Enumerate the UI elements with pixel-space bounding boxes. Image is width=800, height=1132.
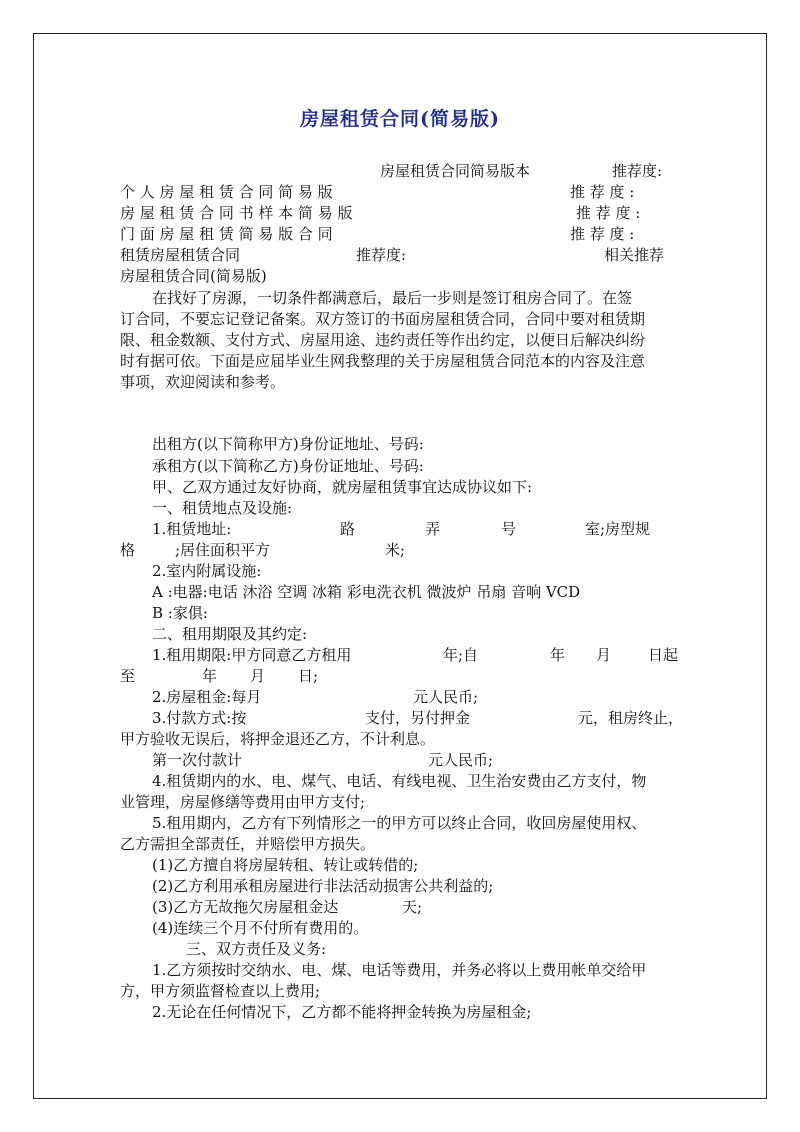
header-line-6[interactable]: 房屋租赁合同(简易版): [120, 267, 267, 285]
first-payment-b: 元人民币;: [428, 751, 494, 769]
header-line-2-left[interactable]: 个 人 房 屋 租 赁 合 同 简 易 版: [120, 183, 333, 201]
s1-item2a: A :电器:电话 沐浴 空调 冰箱 彩电洗衣机 微波炉 吊扇 音响 VCD: [152, 583, 581, 601]
header-line-4-left[interactable]: 门 面 房 屋 租 赁 简 易 版 合 同: [120, 225, 333, 243]
s1-item1-line2-c: 米;: [385, 541, 406, 559]
document-title: 房屋租赁合同(简易版): [300, 108, 500, 130]
header-line-2-right: 推 荐 度 :: [570, 183, 635, 201]
header-line-1-right: 推荐度:: [612, 162, 663, 180]
header-line-4-right: 推 荐 度 :: [570, 225, 635, 243]
s2-item4-line1: 4.租赁期内的水、电、煤气、电话、有线电视、卫生治安费由乙方支付，物: [152, 772, 647, 790]
case-3a: (3)乙方无故拖欠房屋租金达: [152, 898, 339, 916]
s2-item3-a: 3.付款方式:按: [152, 709, 247, 727]
s1-item1-line2-a: 格: [120, 541, 136, 559]
s2-item1-d: 月: [596, 646, 612, 664]
first-payment-a: 第一次付款计: [152, 751, 243, 769]
agreement-intro: 甲、乙双方通过友好协商，就房屋租赁事宜达成协议如下:: [152, 478, 533, 496]
s2-item3-line2: 甲方验收无误后，将押金退还乙方，不计利息。: [120, 730, 436, 748]
s2-item1-line2-c: 月: [250, 667, 266, 685]
s3-item1-line1: 1.乙方须按时交纳水、电、煤、电话等费用，并务必将以上费用帐单交给甲: [152, 961, 647, 979]
s2-item5-line1: 5.租用期内，乙方有下列情形之一的甲方可以终止合同，收回房屋使用权、: [152, 814, 647, 832]
header-line-3-right: 推 荐 度 :: [576, 204, 641, 222]
s2-item2-a: 2.房屋租金:每月: [152, 688, 262, 706]
s2-item1-line2-a: 至: [120, 667, 136, 685]
header-line-3-left[interactable]: 房 屋 租 赁 合 同 书 样 本 简 易 版: [120, 204, 353, 222]
s2-item1-c: 年: [550, 646, 566, 664]
intro-line-4: 时有据可依。下面是应届毕业生网我整理的关于房屋租赁合同范本的内容及注意: [120, 352, 646, 370]
header-line-5-right: 相关推荐: [604, 246, 665, 264]
case-2: (2)乙方利用承租房屋进行非法活动损害公共利益的;: [152, 877, 494, 895]
s2-item5-line2: 乙方需担全部责任，并赔偿甲方损失。: [120, 835, 376, 853]
section-1-heading: 一、租赁地点及设施:: [152, 499, 293, 517]
s3-item1-line2: 方，甲方须监督检查以上费用;: [120, 982, 321, 1000]
s3-item2: 2.无论在任何情况下，乙方都不能将押金转换为房屋租金;: [152, 1003, 532, 1021]
s2-item1-e: 日起: [648, 646, 679, 664]
party-a: 出租方(以下简称甲方)身份证地址、号码:: [152, 435, 424, 453]
s2-item1-a: 1.租用期限:甲方同意乙方租用: [152, 646, 352, 664]
s2-item1-b: 年;自: [443, 646, 479, 664]
case-3b: 天;: [402, 898, 423, 916]
s2-item3-c: 元，租房终止，: [578, 709, 684, 727]
s2-item4-line2: 业管理，房屋修缮等费用由甲方支付;: [120, 793, 366, 811]
case-4: (4)连续三个月不付所有费用的。: [152, 919, 369, 937]
intro-line-3: 限、租金数额、支付方式、房屋用途、违约责任等作出约定，以便日后解决纠纷: [120, 331, 646, 349]
section-3-heading: 三、双方责任及义务:: [186, 940, 327, 958]
s1-item1-lane: 弄: [425, 520, 441, 538]
section-2-heading: 二、租用期限及其约定:: [152, 625, 308, 643]
party-b: 承租方(以下简称乙方)身份证地址、号码:: [152, 457, 424, 475]
s2-item1-line2-d: 日;: [298, 667, 319, 685]
s2-item1-line2-b: 年: [202, 667, 218, 685]
s1-item1-line2-b: ;居住面积平方: [175, 541, 271, 559]
header-line-1-left[interactable]: 房屋租赁合同简易版本: [380, 162, 531, 180]
intro-line-2: 订合同，不要忘记登记备案。双方签订的书面房屋租赁合同，合同中要对租赁期: [120, 310, 646, 328]
s2-item3-b: 支付，另付押金: [365, 709, 471, 727]
s1-item1-number: 号: [501, 520, 517, 538]
case-1: (1)乙方擅自将房屋转租、转让或转借的;: [152, 856, 419, 874]
intro-line-1: 在找好了房源，一切条件都满意后，最后一步则是签订租房合同了。在签: [152, 289, 633, 307]
s2-item2-b: 元人民币;: [413, 688, 479, 706]
s1-item2b: B :家俱:: [152, 604, 208, 622]
s1-item1-label: 1.租赁地址:: [152, 520, 232, 538]
header-line-5-left[interactable]: 租赁房屋租赁合同: [120, 246, 241, 264]
s1-item1-room: 室;房型规: [585, 520, 651, 538]
intro-line-5: 事项，欢迎阅读和参考。: [120, 373, 286, 391]
header-line-5-middle: 推荐度:: [356, 246, 407, 264]
s1-item1-road: 路: [340, 520, 356, 538]
s1-item2: 2.室内附属设施:: [152, 562, 262, 580]
